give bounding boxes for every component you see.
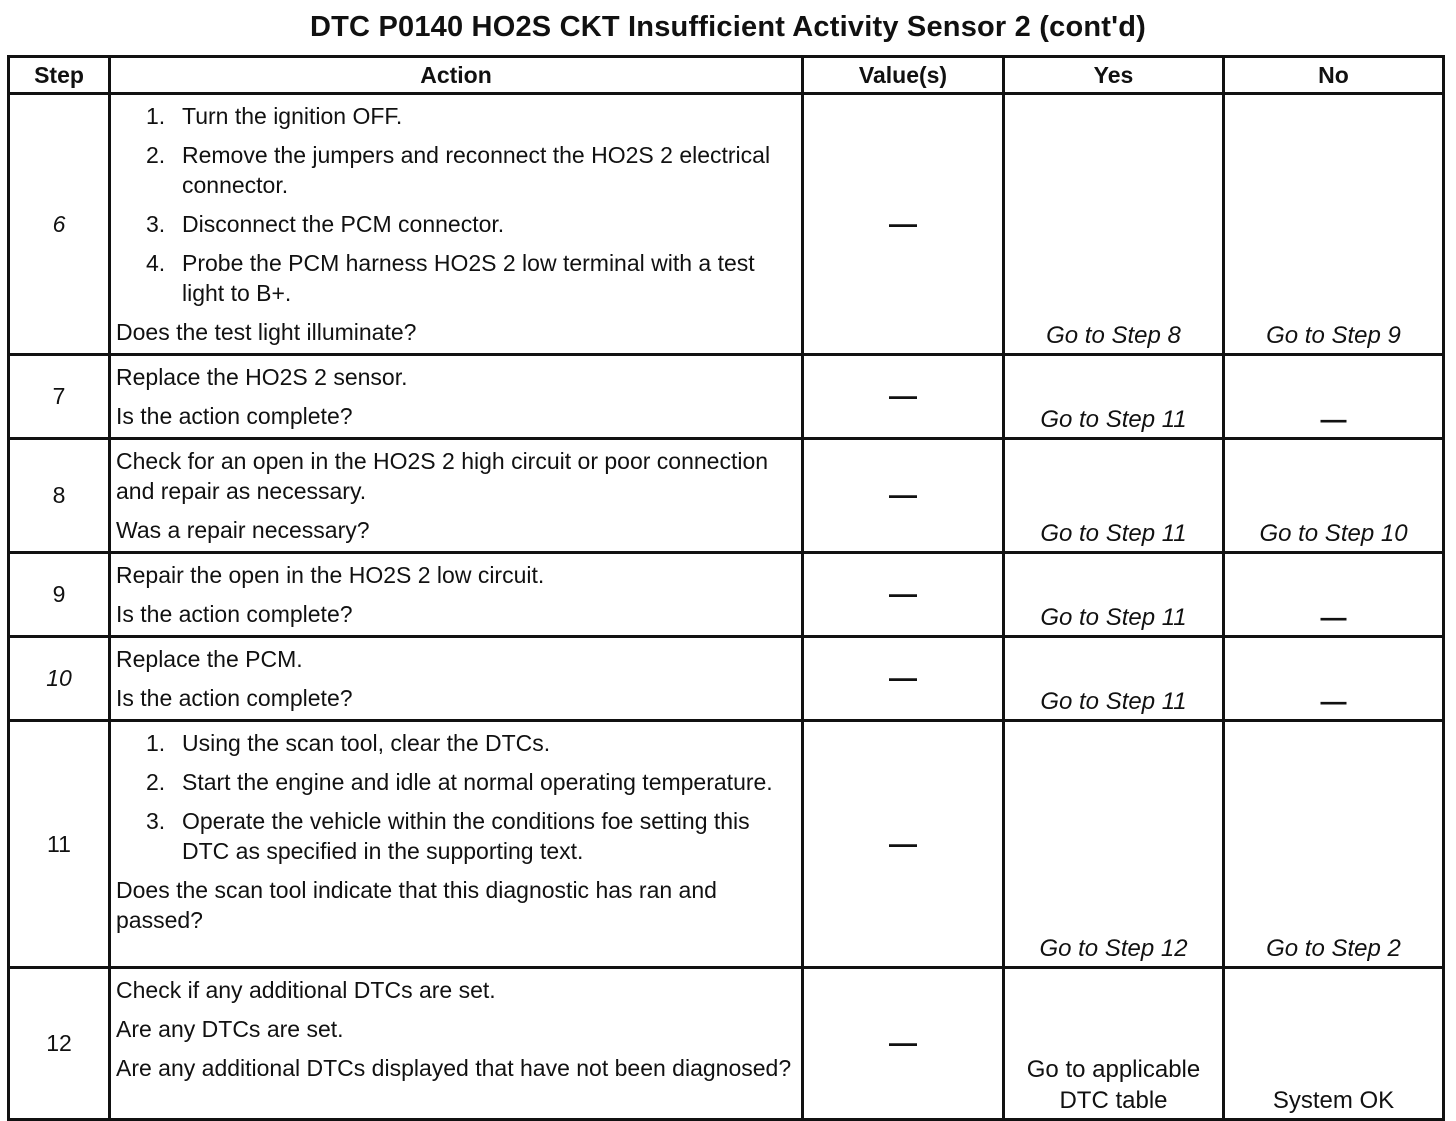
no-result: Go to Step 9 [1266, 322, 1401, 349]
step-cell [9, 94, 110, 355]
table-row [9, 721, 1444, 968]
value-text: — [889, 827, 917, 859]
procedure-item [146, 140, 795, 200]
no-result: — [1320, 404, 1347, 434]
yes-result: Go to Step 11 [1040, 604, 1187, 631]
no-result: — [1320, 602, 1347, 632]
column-header-action: Action [110, 57, 803, 94]
column-header-yes: Yes [1004, 57, 1224, 94]
yes-cell [1004, 355, 1224, 439]
procedure-item-number: 3. [146, 211, 166, 237]
procedure-item-text: Start the engine and idle at normal operating temperature. [182, 769, 773, 795]
action-text: Repair the open in the HO2S 2 low circuit. [116, 562, 545, 588]
yes-cell [1004, 721, 1224, 968]
procedure-item-text: Remove the jumpers and reconnect the HO2S 2 electrical connector. [182, 142, 771, 198]
action-text: Does the test light illuminate? [116, 319, 417, 345]
procedure-list [116, 728, 795, 866]
no-cell [1224, 439, 1444, 553]
no-cell [1224, 355, 1444, 439]
value-cell [803, 968, 1004, 1120]
procedure-item-number: 1. [146, 730, 166, 756]
procedure-item-text: Disconnect the PCM connector. [182, 211, 505, 237]
diagnostic-table [7, 55, 1445, 1121]
procedure-item [146, 101, 795, 131]
value-text: — [889, 662, 917, 693]
no-cell [1224, 637, 1444, 721]
step-cell [9, 439, 110, 553]
table-row [9, 553, 1444, 637]
step-number: 12 [46, 1030, 72, 1056]
yes-cell [1004, 94, 1224, 355]
yes-cell [1004, 637, 1224, 721]
procedure-item [146, 209, 795, 239]
step-number: 10 [46, 665, 72, 691]
yes-result: Go to Step 8 [1046, 322, 1181, 349]
table-row [9, 968, 1444, 1120]
value-text: — [889, 578, 917, 609]
procedure-item [146, 728, 795, 758]
action-text: Does the scan tool indicate that this diagnostic has ran and passed? [116, 877, 717, 933]
procedure-item [146, 806, 795, 866]
value-text: — [889, 1027, 917, 1058]
page-title: DTC P0140 HO2S CKT Insufficient Activity Sensor 2 (cont'd) [309, 11, 1147, 43]
action-text: Check if any additional DTCs are set. [116, 977, 496, 1003]
table-row [9, 439, 1444, 553]
no-result: Go to Step 10 [1259, 520, 1408, 547]
action-text: Are any DTCs are set. [116, 1016, 344, 1042]
yes-cell [1004, 439, 1224, 553]
no-result: — [1320, 686, 1347, 716]
yes-cell [1004, 553, 1224, 637]
procedure-item [146, 767, 795, 797]
procedure-item-number: 2. [146, 142, 166, 168]
action-cell [110, 439, 803, 553]
procedure-item-text: Using the scan tool, clear the DTCs. [182, 730, 551, 756]
procedure-item-number: 4. [146, 250, 166, 276]
step-number: 9 [52, 581, 66, 607]
procedure-item-number: 2. [146, 769, 166, 795]
value-cell [803, 94, 1004, 355]
step-number: 7 [52, 383, 66, 409]
value-cell [803, 637, 1004, 721]
action-text: Are any additional DTCs displayed that have not been diagnosed? [116, 1055, 792, 1081]
step-number: 8 [52, 482, 66, 508]
procedure-list [116, 101, 795, 308]
no-cell [1224, 94, 1444, 355]
yes-result: Go to Step 12 [1039, 935, 1188, 962]
no-cell [1224, 721, 1444, 968]
step-cell [9, 968, 110, 1120]
action-text: Replace the HO2S 2 sensor. [116, 364, 408, 390]
yes-result: Go to Step 11 [1040, 688, 1187, 715]
action-text: Is the action complete? [116, 601, 353, 627]
value-text: — [889, 479, 917, 510]
column-header-step: Step [9, 57, 110, 94]
action-text: Check for an open in the HO2S 2 high circuit or poor connection and repair as necessary. [116, 448, 769, 504]
yes-result: Go to applicable DTC table [1026, 1056, 1201, 1114]
procedure-item-number: 3. [146, 808, 166, 834]
action-text: Is the action complete? [116, 685, 353, 711]
action-text: Was a repair necessary? [116, 517, 370, 543]
value-cell [803, 439, 1004, 553]
value-cell [803, 553, 1004, 637]
table-row [9, 94, 1444, 355]
value-cell [803, 355, 1004, 439]
column-header-no: No [1224, 57, 1444, 94]
action-text: Replace the PCM. [116, 646, 303, 672]
step-cell [9, 637, 110, 721]
no-result: System OK [1272, 1087, 1395, 1114]
step-cell [9, 553, 110, 637]
step-cell [9, 721, 110, 968]
value-text: — [889, 380, 917, 411]
step-number: 11 [47, 830, 71, 857]
procedure-item [146, 248, 795, 308]
step-number: 6 [52, 210, 66, 237]
column-header-values: Value(s) [803, 57, 1004, 94]
procedure-item-number: 1. [146, 103, 166, 129]
action-cell [110, 721, 803, 968]
no-cell [1224, 553, 1444, 637]
table-row [9, 637, 1444, 721]
value-text: — [889, 207, 917, 239]
table-row [9, 355, 1444, 439]
procedure-item-text: Probe the PCM harness HO2S 2 low terminal with a test light to B+. [182, 250, 755, 306]
action-cell [110, 637, 803, 721]
yes-result: Go to Step 11 [1040, 406, 1187, 433]
no-result: Go to Step 2 [1266, 935, 1401, 962]
procedure-item-text: Operate the vehicle within the conditions foe setting this DTC as specified in the supporting text. [182, 808, 750, 864]
procedure-item-text: Turn the ignition OFF. [182, 103, 403, 129]
step-cell [9, 355, 110, 439]
action-cell [110, 94, 803, 355]
value-cell [803, 721, 1004, 968]
action-cell [110, 355, 803, 439]
yes-result: Go to Step 11 [1040, 520, 1187, 547]
action-cell [110, 968, 803, 1120]
no-cell [1224, 968, 1444, 1120]
yes-cell [1004, 968, 1224, 1120]
table-header-row [9, 57, 1444, 94]
action-text: Is the action complete? [116, 403, 353, 429]
action-cell [110, 553, 803, 637]
